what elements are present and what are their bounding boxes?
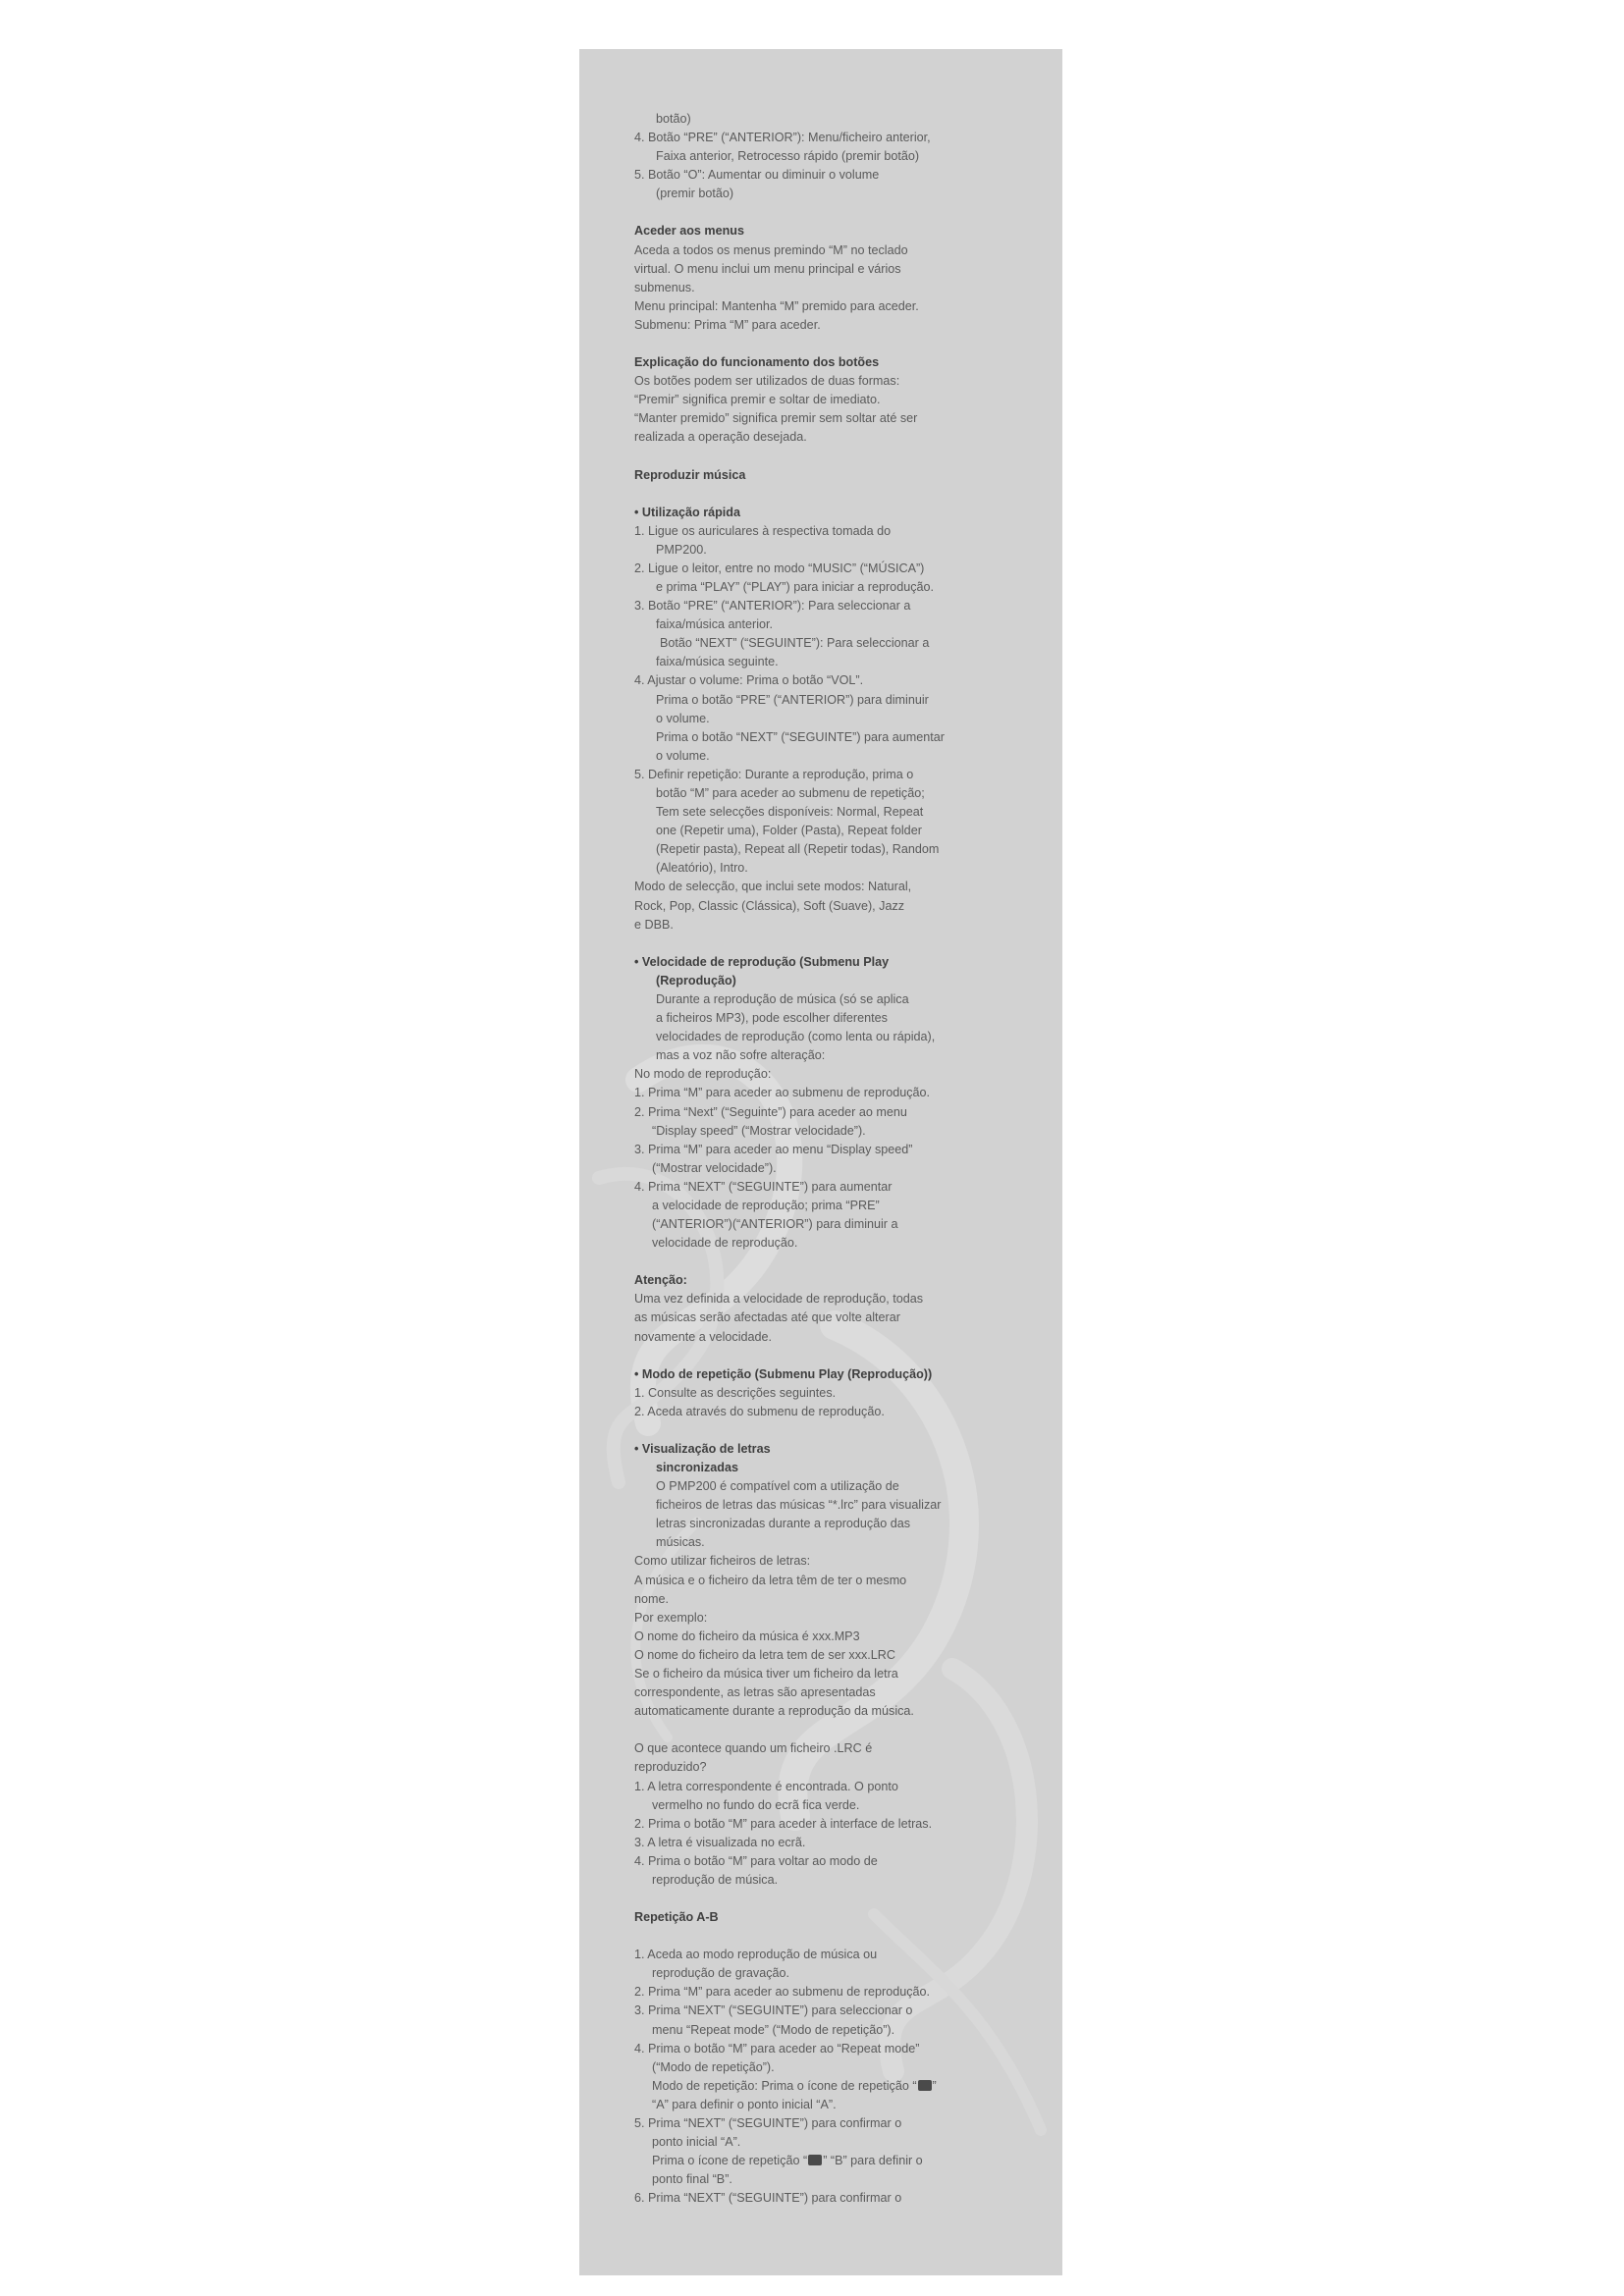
bullet-heading: • Modo de repetição (Submenu Play (Reprodução)) <box>634 1366 933 1381</box>
text-line: A música e o ficheiro da letra têm de ter o mesmo <box>634 1573 907 1587</box>
text-line: 3. Prima “NEXT” (“SEGUINTE”) para seleccionar o <box>634 2003 913 2018</box>
text-line: 5. Botão “O”: Aumentar ou diminuir o volume <box>634 168 880 183</box>
text-line: automaticamente durante a reprodução da música. <box>634 1704 914 1719</box>
text-line: Por exemplo: <box>634 1610 708 1625</box>
repeat-icon <box>918 2080 932 2091</box>
text-line: 2. Prima “M” para aceder ao submenu de reprodução. <box>634 1985 931 2000</box>
text-line: O nome do ficheiro da letra tem de ser xxx.LRC <box>634 1647 895 1662</box>
text-line: botão “M” para aceder ao submenu de repetição; <box>656 786 925 800</box>
text-line: 4. Prima “NEXT” (“SEGUINTE”) para aumentar <box>634 1179 893 1194</box>
text-line: nome. <box>634 1591 670 1606</box>
repeat-icon <box>808 2155 822 2165</box>
text-line: menu “Repeat mode” (“Modo de repetição”). <box>652 2022 895 2037</box>
text-line: 1. Ligue os auriculares à respectiva tomada do <box>634 523 892 538</box>
text-line: (Repetir pasta), Repeat all (Repetir todas), Random <box>656 842 940 857</box>
section-heading: Repetição A-B <box>634 1910 719 1925</box>
manual-text <box>634 110 1027 2208</box>
text-line: 2. Ligue o leitor, entre no modo “MUSIC” (“MÚSICA”) <box>634 561 925 575</box>
text-line: 2. Prima “Next” (“Seguinte”) para aceder ao menu <box>634 1104 907 1119</box>
text-line: reproduzido? <box>634 1760 707 1775</box>
text-line: novamente a velocidade. <box>634 1329 773 1344</box>
text-line: 4. Botão “PRE” (“ANTERIOR”): Menu/ficheiro anterior, <box>634 131 931 145</box>
text-line: Os botões podem ser utilizados de duas formas: <box>634 374 900 389</box>
text-line: 4. Prima o botão “M” para voltar ao modo de <box>634 1853 878 1868</box>
text-line: velocidade de reprodução. <box>652 1236 798 1251</box>
section-heading: Aceder aos menus <box>634 224 744 239</box>
text-line: 4. Prima o botão “M” para aceder ao “Repeat mode” <box>634 2041 920 2056</box>
text-line: botão) <box>656 112 691 126</box>
text-line <box>634 2152 1027 2170</box>
text-line: Como utilizar ficheiros de letras: <box>634 1554 811 1569</box>
text-line: 4. Ajustar o volume: Prima o botão “VOL”. <box>634 673 864 688</box>
text-line: realizada a operação desejada. <box>634 430 807 445</box>
text-line: Prima o botão “NEXT” (“SEGUINTE”) para aumentar <box>656 729 945 744</box>
bullet-heading: • Utilização rápida <box>634 505 740 519</box>
text-line: a ficheiros MP3), pode escolher diferentes <box>656 1011 888 1026</box>
text-line: one (Repetir uma), Folder (Pasta), Repeat folder <box>656 824 922 838</box>
text-line: Menu principal: Mantenha “M” premido para aceder. <box>634 298 919 313</box>
text-line: 1. Consulte as descrições seguintes. <box>634 1385 837 1400</box>
text-fragment: Modo de repetição: Prima o ícone de repetição “ <box>652 2078 917 2093</box>
text-line: mas a voz não sofre alteração: <box>656 1048 826 1063</box>
text-line: 2. Aceda através do submenu de reprodução. <box>634 1404 885 1418</box>
text-line: 5. Prima “NEXT” (“SEGUINTE”) para confirmar o <box>634 2116 902 2130</box>
text-line: Durante a reprodução de música (só se aplica <box>656 991 909 1006</box>
text-line: 2. Prima o botão “M” para aceder à interface de letras. <box>634 1816 933 1831</box>
text-line: e DBB. <box>634 917 674 932</box>
text-line: reprodução de música. <box>652 1872 779 1887</box>
text-line: 1. Aceda ao modo reprodução de música ou <box>634 1948 878 1962</box>
text-line: (Aleatório), Intro. <box>656 861 748 876</box>
section-heading: Reproduzir música <box>634 467 746 482</box>
text-line: “Manter premido” significa premir sem soltar até ser <box>634 411 918 426</box>
text-line: Se o ficheiro da música tiver um ficheiro da letra <box>634 1667 898 1682</box>
text-line: O que acontece quando um ficheiro .LRC é <box>634 1741 873 1756</box>
text-line: vermelho no fundo do ecrã fica verde. <box>652 1797 860 1812</box>
text-line: “A” para definir o ponto inicial “A”. <box>652 2097 837 2111</box>
bullet-heading: • Velocidade de reprodução (Submenu Play <box>634 954 890 969</box>
text-line: No modo de reprodução: <box>634 1067 772 1082</box>
text-line: O PMP200 é compatível com a utilização de <box>656 1479 899 1494</box>
text-line: “Premir” significa premir e soltar de imediato. <box>634 393 881 407</box>
text-fragment: ” “B” para definir o <box>823 2154 923 2168</box>
text-line: 1. A letra correspondente é encontrada. O ponto <box>634 1779 898 1793</box>
section-heading: Atenção: <box>634 1273 687 1288</box>
text-line: Rock, Pop, Classic (Clássica), Soft (Suave), Jazz <box>634 898 905 913</box>
text-line: Botão “NEXT” (“SEGUINTE”): Para seleccionar a <box>660 636 930 651</box>
text-line: Tem sete selecções disponíveis: Normal, Repeat <box>656 805 924 820</box>
text-line: 5. Definir repetição: Durante a reprodução, prima o <box>634 767 914 781</box>
text-line: Modo de selecção, que inclui sete modos: Natural, <box>634 880 912 894</box>
text-line: a velocidade de reprodução; prima “PRE” <box>652 1198 880 1212</box>
text-line: Submenu: Prima “M” para aceder. <box>634 317 821 332</box>
text-line: Prima o botão “PRE” (“ANTERIOR”) para diminuir <box>656 692 929 707</box>
text-line: 3. Prima “M” para aceder ao menu “Display speed” <box>634 1142 913 1156</box>
text-line: ficheiros de letras das músicas “*.lrc” para visualizar <box>656 1498 942 1513</box>
text-line: virtual. O menu inclui um menu principal e vários <box>634 261 901 276</box>
text-line: (“Mostrar velocidade”). <box>652 1160 777 1175</box>
text-line: (“Modo de repetição”). <box>652 2059 775 2074</box>
text-line: o volume. <box>656 748 710 763</box>
text-line: músicas. <box>656 1535 705 1550</box>
text-line: o volume. <box>656 711 710 725</box>
text-fragment: Prima o ícone de repetição “ <box>652 2154 808 2168</box>
text-line: O nome do ficheiro da música é xxx.MP3 <box>634 1629 860 1643</box>
text-line: 1. Prima “M” para aceder ao submenu de reprodução. <box>634 1086 931 1100</box>
text-line: submenus. <box>634 280 695 294</box>
text-line: Faixa anterior, Retrocesso rápido (premir botão) <box>656 149 920 164</box>
text-line: reprodução de gravação. <box>652 1966 790 1981</box>
text-line: Uma vez definida a velocidade de reprodução, todas <box>634 1292 924 1307</box>
text-line: (premir botão) <box>656 187 734 201</box>
section-heading: Explicação do funcionamento dos botões <box>634 355 880 370</box>
bullet-heading: • Visualização de letras <box>634 1441 771 1456</box>
text-line: “Display speed” (“Mostrar velocidade”). <box>652 1123 866 1138</box>
text-line: Aceda a todos os menus premindo “M” no teclado <box>634 242 908 257</box>
text-line: 3. A letra é visualizada no ecrã. <box>634 1835 806 1849</box>
text-line: correspondente, as letras são apresentadas <box>634 1685 876 1700</box>
text-fragment: ” <box>932 2078 937 2093</box>
text-line: (“ANTERIOR”)(“ANTERIOR”) para diminuir a <box>652 1217 898 1232</box>
text-line: letras sincronizadas durante a reprodução das <box>656 1517 911 1531</box>
text-line: as músicas serão afectadas até que volte alterar <box>634 1310 900 1325</box>
page-strip <box>579 49 1062 2275</box>
text-line: ponto final “B”. <box>652 2172 732 2187</box>
text-line: 3. Botão “PRE” (“ANTERIOR”): Para seleccionar a <box>634 599 911 614</box>
text-line: velocidades de reprodução (como lenta ou rápida), <box>656 1030 936 1044</box>
text-line: faixa/música seguinte. <box>656 655 779 669</box>
text-line: faixa/música anterior. <box>656 617 773 632</box>
bullet-heading: (Reprodução) <box>656 973 736 988</box>
text-line: e prima “PLAY” (“PLAY”) para iniciar a reprodução. <box>656 579 935 594</box>
text-line: PMP200. <box>656 542 707 557</box>
bullet-heading: sincronizadas <box>656 1461 738 1474</box>
text-line <box>634 2077 1027 2096</box>
text-line: 6. Prima “NEXT” (“SEGUINTE”) para confirmar o <box>634 2191 902 2206</box>
text-line: ponto inicial “A”. <box>652 2135 741 2150</box>
